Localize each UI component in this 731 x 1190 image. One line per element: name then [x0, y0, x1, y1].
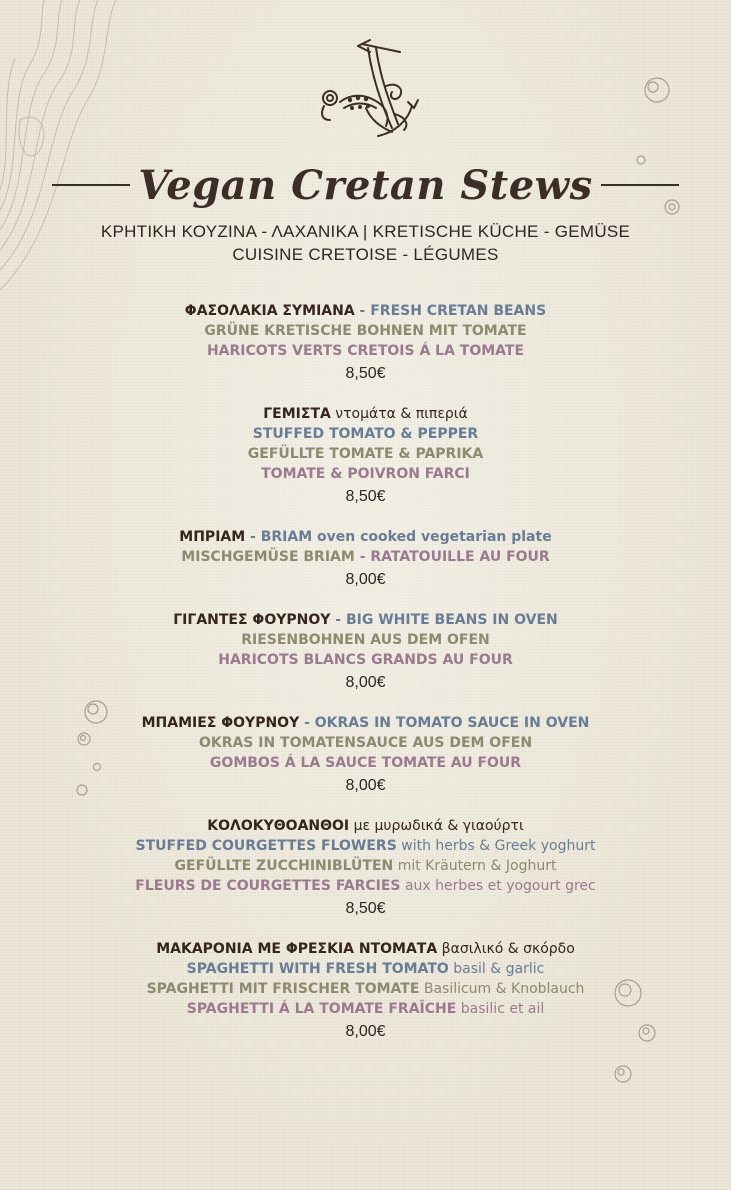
menu-item-text: HARICOTS VERTS CRETOIS Á LA TOMATE [206, 343, 525, 359]
menu-item-line [0, 999, 731, 1019]
menu-item-price: 8,00€ [345, 571, 386, 588]
menu-item-text: ΜΑΚΑΡΟΝΙΑ ΜΕ ΦΡΕΣΚΙΑ ΝΤΟΜΑΤΑ [156, 941, 438, 957]
menu-item-text: ΓΙΓΑΝΤΕΣ ΦΟΥΡΝΟΥ [173, 612, 331, 628]
menu-item-line [0, 753, 731, 773]
menu-item-text: ΦΑΣΟΛΑΚΙΑ ΣΥΜΙΑΝΑ [184, 303, 355, 319]
menu-item-text: ΓΕΜΙΣΤΑ [263, 406, 331, 422]
menu-item-line [0, 444, 731, 464]
menu-item-line [0, 610, 731, 630]
menu-item-line [0, 464, 731, 484]
menu-item-line [0, 959, 731, 979]
menu-item-line [0, 876, 731, 896]
menu-item-line [0, 650, 731, 670]
menu-item-line [0, 321, 731, 341]
menu-item [0, 816, 731, 921]
menu-item-text: - BRIAM oven cooked vegetarian plate [245, 529, 552, 545]
menu-item-text: SPAGHETTI WITH FRESH TOMATO [186, 961, 449, 977]
menu-item-price: 8,50€ [345, 365, 386, 382]
menu-item-text: Basilicum & Knoblauch [419, 981, 585, 997]
menu-item-line [0, 713, 731, 733]
title-row [0, 150, 731, 220]
menu-item-text: mit Kräutern & Joghurt [393, 858, 557, 874]
menu-item-text: OKRAS IN TOMATENSAUCE AUS DEM OFEN [198, 735, 533, 751]
menu-item-text: basilic et ail [456, 1001, 545, 1017]
menu-item [0, 610, 731, 695]
menu-item [0, 301, 731, 386]
title-divider-left [52, 184, 130, 186]
subtitle-line-1: ΚΡΗΤΙΚΗ ΚΟΥΖΙΝΑ - ΛΑΧΑΝΙΚΑ | KRETISCHE KÜCHE - GEMÜSE [100, 222, 631, 241]
menu-item-text: βασιλικό & σκόρδο [437, 941, 575, 957]
title-divider-right [601, 184, 679, 186]
menu-item-text: - OKRAS IN TOMATO SAUCE IN OVEN [299, 715, 590, 731]
menu-item-line [0, 856, 731, 876]
menu-item-text: - BIG WHITE BEANS IN OVEN [330, 612, 558, 628]
menu-item-text: SPAGHETTI MIT FRISCHER TOMATE [146, 981, 420, 997]
menu-item-text: STUFFED TOMATO & PEPPER [252, 426, 479, 442]
menu-item-line [0, 979, 731, 999]
menu-item-text: with herbs & Greek yoghurt [396, 838, 596, 854]
menu-item-text: GOMBOS Á LA SAUCE TOMATE AU FOUR [209, 755, 522, 771]
menu-item-text: ΜΠΡΙΑΜ [179, 529, 246, 545]
menu-item [0, 527, 731, 592]
menu-item [0, 939, 731, 1044]
menu-item-price: 8,50€ [345, 900, 386, 917]
menu-item-text: ΚΟΛΟΚΥΘΟΑΝΘΟΙ [207, 818, 350, 834]
menu-item-line [0, 836, 731, 856]
menu-item-price: 8,50€ [345, 488, 386, 505]
menu-item [0, 404, 731, 509]
page-title: Vegan Cretan Stews [138, 161, 593, 209]
menu-item-text: GRÜNE KRETISCHE BOHNEN MIT TOMATE [204, 323, 527, 339]
menu-item-line [0, 341, 731, 361]
menu-item-line [0, 547, 731, 567]
menu-item-line [0, 404, 731, 424]
menu-item-text: GEFÜLLTE ZUCCHINIBLÜTEN [174, 858, 394, 874]
menu-list [0, 301, 731, 1062]
menu-item-price: 8,00€ [345, 674, 386, 691]
menu-item-text: ντομάτα & πιπεριά [330, 406, 468, 422]
menu-item-text: aux herbes et yogourt grec [400, 878, 596, 894]
menu-item-text: HARICOTS BLANCS GRANDS AU FOUR [218, 652, 513, 668]
menu-item-text: basil & garlic [448, 961, 545, 977]
menu-item-text: RIESENBOHNEN AUS DEM OFEN [241, 632, 490, 648]
menu-item-line [0, 939, 731, 959]
menu-item-line [0, 424, 731, 444]
menu-item-text: FLEURS DE COURGETTES FARCIES [135, 878, 401, 894]
menu-item-line [0, 527, 731, 547]
menu-item-line [0, 301, 731, 321]
menu-item-line [0, 630, 731, 650]
menu-item-text: STUFFED COURGETTES FLOWERS [135, 838, 397, 854]
menu-item-line [0, 733, 731, 753]
menu-item-text: - FRESH CRETAN BEANS [354, 303, 547, 319]
menu-item-text: GEFÜLLTE TOMATE & PAPRIKA [247, 446, 484, 462]
menu-item [0, 713, 731, 798]
menu-item-text: TOMATE & POIVRON FARCI [261, 466, 470, 482]
anchor-icon [300, 36, 440, 146]
menu-item-line [0, 816, 731, 836]
menu-item-price: 8,00€ [345, 1023, 386, 1040]
menu-item-text: με μυρωδικά & γιαούρτι [349, 818, 524, 834]
menu-item-text: SPAGHETTI Á LA TOMATE FRAÎCHE [186, 1001, 457, 1017]
menu-item-text: MISCHGEMÜSE BRIAM [181, 549, 355, 565]
menu-item-text: - RATATOUILLE AU FOUR [354, 549, 550, 565]
menu-item-price: 8,00€ [345, 777, 386, 794]
subtitle-line-2: CUISINE CRETOISE - LÉGUMES [232, 245, 499, 264]
menu-item-text: ΜΠΑΜΙΕΣ ΦΟΥΡΝΟΥ [141, 715, 300, 731]
